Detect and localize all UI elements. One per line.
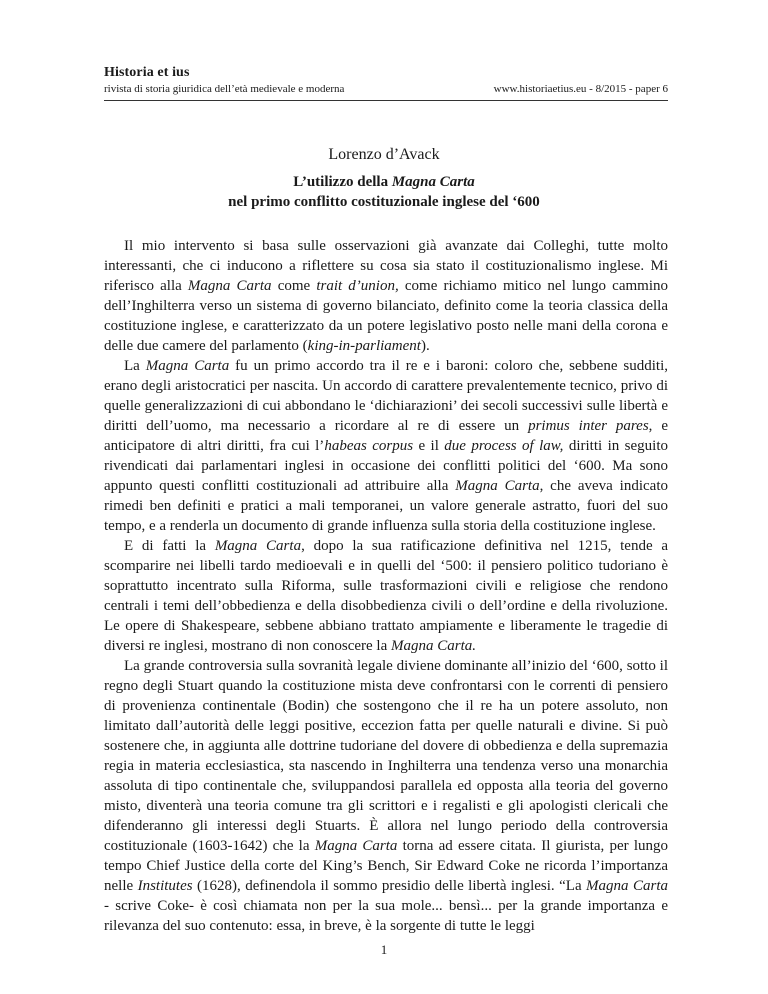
- header-rule: [104, 100, 668, 101]
- text-run: fu un primo accordo tra il re e i baroni: coloro che, sebbene sudditi, erano degli aristocratici per nascita. Un accordo di carattere prevalentemente tecnico, privo di quelle generalizzazioni di cui abbondano le ‘dichiarazioni’ dei secoli successivi sulle libertà e diritti dell’uomo, ma necessario a ricordare al re di essere un: [104, 358, 669, 434]
- italic-run: Institutes: [137, 878, 193, 894]
- text-run: , dopo la sua ratificazione definitiva nel 1215, tende a scomparire nei libelli tardo medioevali e in quelli del ‘500: il pensiero politico tudoriano è soprattutto incentrato sulla Riforma, sulle trasformazioni civili e religiose che rendono centrali i temi dell’obbedienza e della disobbedienza civili o dell’ordine e della rivoluzione. Le opere di Shakespeare, sebbene abbiano trattato ampiamente e liberamente le tragedie di diversi re inglesi, mostrano di non conoscere la: [104, 538, 669, 654]
- text-run: , che aveva indicato rimedi ben definiti e pratici a mali temporanei, un valore generale astratto, fuori del suo tempo, e a renderla un documento di grande influenza sulla storia della costituzione inglese.: [104, 478, 668, 534]
- text-run: , e anticipatore di altri diritti, fra cui l’: [104, 418, 668, 454]
- text-run: diritti in seguito rivendicati dai parlamentari inglesi in occasione dei conflitti politici del ‘600. Ma sono appunto questi conflitti costituzionali ad attribuire alla: [104, 438, 669, 494]
- title-line-1: [0, 172, 768, 192]
- italic-run: Magna Carta: [187, 278, 272, 294]
- italic-run: primus inter pares: [528, 418, 649, 434]
- italic-run: trait d’union,: [316, 278, 399, 294]
- italic-run: Magna Carta: [455, 478, 540, 494]
- paragraph: [104, 656, 668, 936]
- article-body: [104, 236, 668, 936]
- journal-subtitle: rivista di storia giuridica dell’età medievale e moderna: [104, 83, 345, 95]
- text-run: La grande controversia sulla sovranità legale diviene dominante all’inizio del ‘600, sotto il regno degli Stuart quando la costituzione mista deve confrontarsi con le correnti di pensiero di provenienza continentale (Bodin) che sostengono che il re ha un potere assoluto, non limitato dall’autorità delle leggi positive, eccezion fatta per quelle naturali e divine. Si può sostenere che, in aggiunta alle dottrine tudoriane del dovere di obbedienza e della supremazia regia in materia ecclesiastica, sta nascendo in Inghilterra una tendenza verso una monarchia assoluta di tipo continentale che, sviluppandosi parallela ed opposta alla teoria del governo misto, diventerà una teoria comune tra gli scrittori e i regalisti e gli apologisti clericali che difenderanno gli interessi degli Stuarts. È allora nel lungo periodo della controversia costituzionale (1603-1642) che la: [104, 658, 668, 854]
- italic-run: Magna Carta: [314, 838, 398, 854]
- journal-reference: www.historiaetius.eu - 8/2015 - paper 6: [493, 83, 668, 95]
- text-run: come richiamo mitico nel lungo cammino dell’Inghilterra verso un sistema di governo bilanciato, definito come la teoria classica della costituzione inglese, e caratterizzato da un potere legislativo posto nelle mani della corona e delle due camere del parlamento (: [104, 278, 669, 354]
- italic-run: Magna Carta: [586, 878, 668, 894]
- text-run: ).: [420, 338, 430, 354]
- paragraph: [104, 536, 668, 656]
- title-line-2: nel primo conflitto costituzionale inglese del ‘600: [228, 194, 540, 210]
- journal-title: Historia et ius: [104, 65, 190, 80]
- text-run: La: [124, 358, 146, 374]
- article-title: [0, 172, 768, 212]
- italic-run: habeas corpus: [324, 438, 414, 454]
- title-italic: Magna Carta: [391, 174, 475, 190]
- italic-run: Magna Carta: [145, 358, 230, 374]
- author-name: Lorenzo d’Avack: [328, 146, 440, 163]
- italic-run: king-in-parliament: [307, 338, 421, 354]
- paragraph: [104, 236, 668, 356]
- header-row: [104, 83, 668, 95]
- text-run: (1628), definendola il sommo presidio delle libertà inglesi. “La: [192, 878, 587, 894]
- text-run: E di fatti la: [124, 538, 215, 554]
- paragraph: [104, 356, 668, 536]
- text-run: Il mio intervento si basa sulle osservazioni già avanzate dai Colleghi, tutte molto interessanti, che ci inducono a riflettere su cosa sia stato il costituzionalismo inglese. Mi riferisco alla: [104, 238, 668, 294]
- title-text: L’utilizzo della: [293, 174, 392, 190]
- text-run: - scrive Coke- è così chiamata non per la sua mole... bensì... per la grande importanza e rilevanza del suo contenuto: essa, in breve, è la sorgente di tutte le leggi: [104, 898, 668, 934]
- text-run: come: [271, 278, 317, 294]
- italic-run: due process of law,: [444, 438, 564, 454]
- page-number: 1: [380, 942, 388, 957]
- running-header: [104, 65, 668, 95]
- text-run: torna ad essere citata. Il giurista, per lungo tempo Chief Justice della corte del King’s Bench, Sir Edward Coke ne ricorda l’importanza nelle: [104, 838, 668, 894]
- text-run: e il: [413, 438, 445, 454]
- italic-run: Magna Carta: [214, 538, 302, 554]
- italic-run: Magna Carta.: [391, 638, 477, 654]
